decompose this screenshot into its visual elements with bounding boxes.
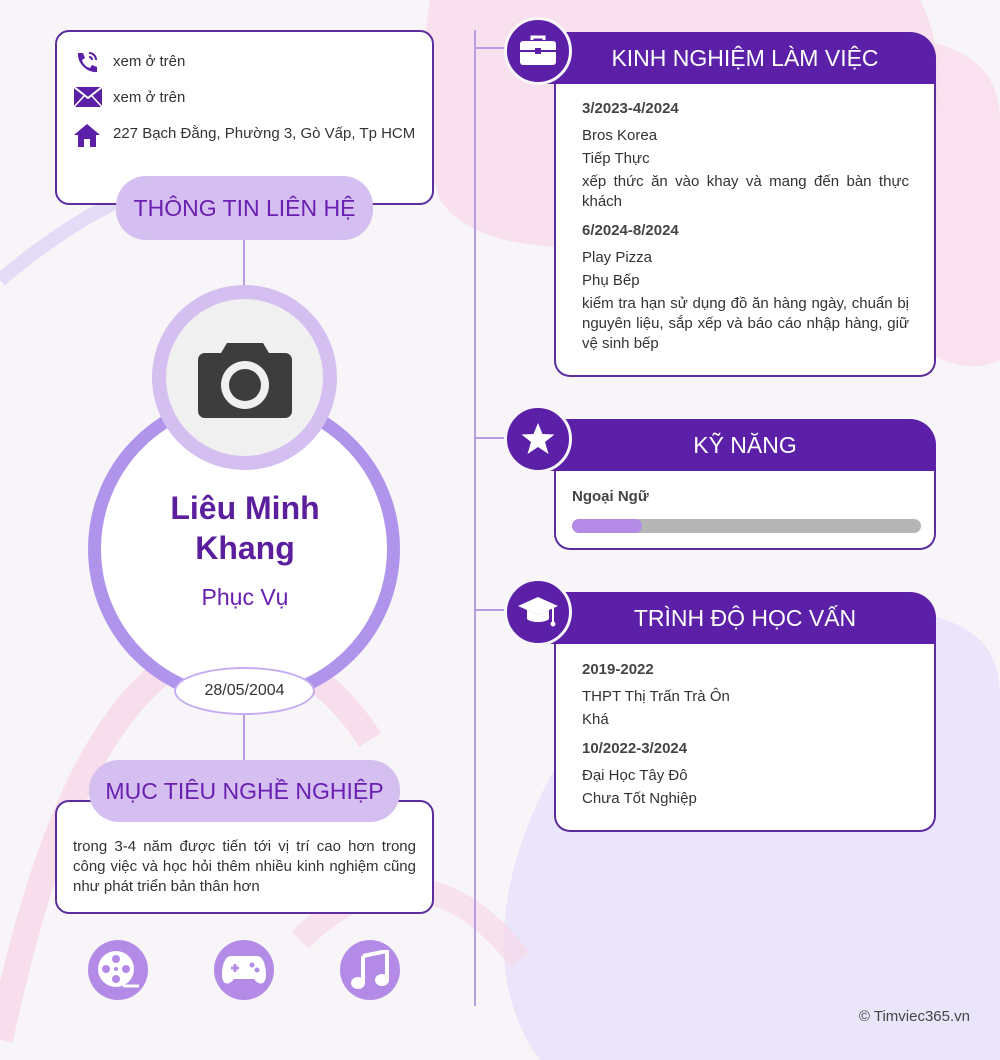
skill-name: Ngoại Ngữ bbox=[572, 488, 649, 505]
experience-item bbox=[582, 100, 909, 212]
objective-title: MỤC TIÊU NGHỀ NGHIỆP bbox=[89, 760, 400, 822]
connector-line-top bbox=[243, 240, 245, 290]
graduation-cap-icon bbox=[517, 594, 559, 630]
experience-position: Phụ Bếp bbox=[582, 272, 640, 289]
education-result: Khá bbox=[582, 711, 609, 728]
address-text: 227 Bạch Đằng, Phường 3, Gò Vấp, Tp HCM bbox=[113, 125, 416, 142]
education-item bbox=[582, 740, 909, 809]
briefcase-icon bbox=[518, 35, 558, 67]
education-title: TRÌNH ĐỘ HỌC VẤN bbox=[530, 592, 936, 644]
education-item bbox=[582, 661, 909, 730]
experience-date: 3/2023-4/2024 bbox=[582, 100, 679, 117]
camera-icon bbox=[197, 337, 293, 419]
education-school: THPT Thị Trấn Trà Ôn bbox=[582, 688, 730, 705]
education-date: 2019-2022 bbox=[582, 661, 654, 678]
experience-description: kiểm tra hạn sử dụng đồ ăn hàng ngày, chuẩn bị nguyên liệu, sắp xếp và báo cáo nhập hàng, giữ vệ sinh bếp bbox=[582, 295, 909, 352]
education-date: 10/2022-3/2024 bbox=[582, 740, 688, 757]
skills-badge bbox=[504, 405, 572, 473]
phone-icon bbox=[73, 50, 105, 74]
experience-position: Tiếp Thực bbox=[582, 150, 650, 167]
email-text: xem ở trên bbox=[113, 89, 186, 106]
contact-address bbox=[73, 122, 416, 146]
skill-bar-fill bbox=[572, 519, 642, 533]
contact-email bbox=[73, 86, 416, 110]
hobby-film bbox=[88, 940, 148, 1000]
experience-title: KINH NGHIỆM LÀM VIỆC bbox=[530, 32, 936, 84]
experience-date: 6/2024-8/2024 bbox=[582, 222, 679, 239]
experience-description: xếp thức ăn vào khay và mang đến bàn thực khách bbox=[582, 173, 909, 210]
contact-title: THÔNG TIN LIÊN HỆ bbox=[116, 176, 373, 240]
experience-badge bbox=[504, 17, 572, 85]
skills-title: KỸ NĂNG bbox=[530, 419, 936, 471]
gamepad-icon bbox=[221, 953, 267, 987]
home-icon bbox=[73, 122, 105, 146]
column-divider bbox=[474, 30, 476, 1006]
education-result: Chưa Tốt Nghiệp bbox=[582, 790, 697, 807]
job-title: Phục Vụ bbox=[201, 584, 289, 610]
connector-line-bottom bbox=[243, 715, 245, 763]
film-reel-icon bbox=[95, 948, 141, 992]
skills-box bbox=[554, 470, 936, 550]
experience-box bbox=[554, 82, 936, 377]
avatar[interactable] bbox=[166, 299, 323, 456]
objective-text: trong 3-4 năm được tiến tới vị trí cao hơn trong công việc và học hỏi thêm nhiều kinh nghiệm cũng như phát triển bản thân hơn bbox=[73, 838, 416, 895]
birth-date: 28/05/2004 bbox=[174, 667, 315, 715]
contact-phone bbox=[73, 50, 416, 74]
skill-bar bbox=[572, 519, 921, 533]
experience-item bbox=[582, 222, 909, 354]
phone-text: xem ở trên bbox=[113, 53, 186, 70]
envelope-icon bbox=[73, 86, 105, 110]
education-badge bbox=[504, 578, 572, 646]
candidate-name: Liêu Minh Khang bbox=[170, 490, 320, 566]
hobby-music bbox=[340, 940, 400, 1000]
star-icon bbox=[520, 422, 556, 456]
music-note-icon bbox=[351, 950, 389, 990]
experience-company: Play Pizza bbox=[582, 249, 653, 266]
footer-copyright: © Timviec365.vn bbox=[858, 1008, 970, 1025]
education-school: Đại Học Tây Đô bbox=[582, 767, 688, 784]
hobby-games bbox=[214, 940, 274, 1000]
experience-company: Bros Korea bbox=[582, 127, 658, 144]
education-box bbox=[554, 643, 936, 832]
